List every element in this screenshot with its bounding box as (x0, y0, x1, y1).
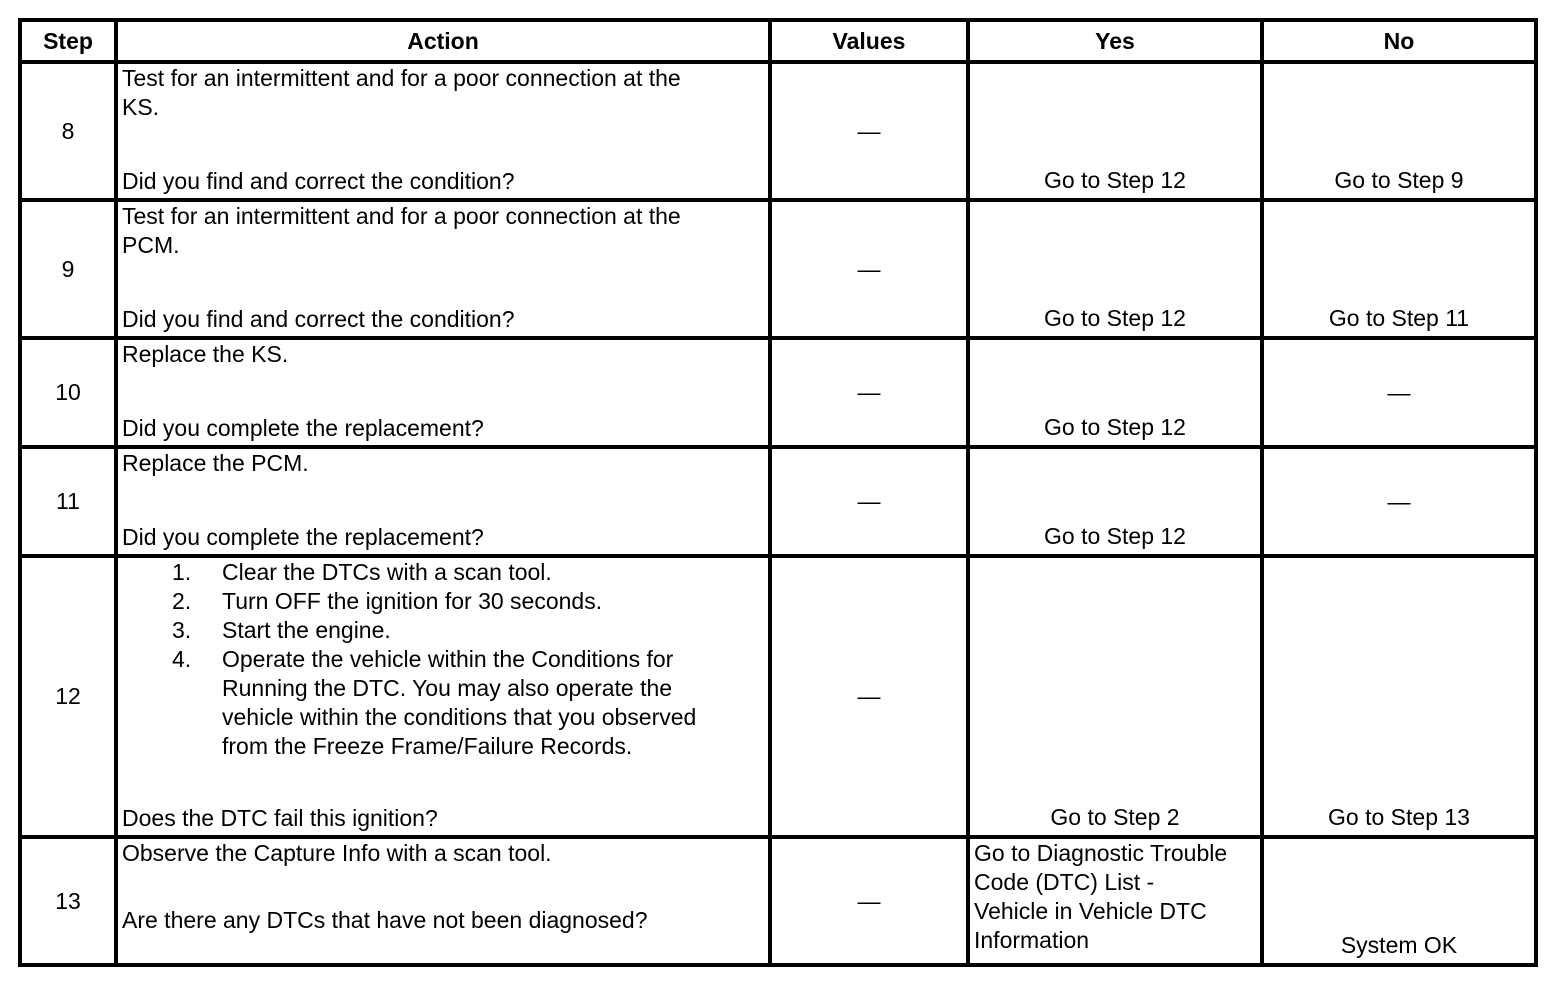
action-text: Observe the Capture Info with a scan tool. (122, 840, 552, 866)
values-dash: — (857, 887, 881, 914)
step-number: 13 (20, 837, 116, 965)
step-number: 10 (20, 338, 116, 447)
values-dash: — (857, 683, 881, 709)
action-text: Replace the PCM. (122, 450, 309, 476)
table-row (20, 62, 1536, 200)
values-cell (770, 837, 968, 965)
yes-cell (968, 338, 1262, 447)
list-text: from the Freeze Frame/Failure Records. (222, 733, 633, 759)
no-cell (1262, 62, 1536, 200)
yes-cell (968, 556, 1262, 837)
list-item (122, 645, 762, 761)
step-number: 8 (20, 62, 116, 200)
header-action: Action (116, 20, 770, 62)
action-question: Did you find and correct the condition? (122, 168, 515, 194)
no-link[interactable]: Go to Step 11 (1328, 305, 1470, 331)
yes-link[interactable] (970, 839, 1260, 955)
step-number: 12 (20, 556, 116, 837)
list-text: vehicle within the conditions that you observed (222, 704, 697, 730)
values-dash: — (857, 488, 881, 514)
no-result: System OK (1340, 932, 1458, 958)
step-number: 11 (20, 447, 116, 556)
table-row (20, 338, 1536, 447)
values-dash: — (857, 117, 881, 144)
table-row (20, 200, 1536, 338)
action-question: Does the DTC fail this ignition? (122, 805, 438, 831)
diagnostic-table (18, 18, 1538, 967)
no-dash: — (1387, 379, 1411, 405)
yes-link-text: Go to Diagnostic Trouble (974, 840, 1228, 866)
header-yes: Yes (968, 20, 1262, 62)
yes-cell (968, 447, 1262, 556)
action-text: PCM. (122, 232, 180, 258)
table-row (20, 447, 1536, 556)
no-link[interactable]: Go to Step 9 (1334, 167, 1464, 193)
values-cell (770, 200, 968, 338)
step-number: 9 (20, 200, 116, 338)
action-cell (116, 200, 770, 338)
action-text: Replace the KS. (122, 341, 289, 367)
no-dash: — (1387, 488, 1411, 514)
yes-link[interactable]: Go to Step 12 (1044, 305, 1186, 331)
yes-link[interactable]: Go to Step 12 (1044, 523, 1186, 549)
list-number: 2. (172, 588, 192, 614)
action-cell (116, 556, 770, 837)
list-number: 3. (172, 617, 192, 643)
action-text: KS. (122, 94, 160, 120)
header-no: No (1262, 20, 1536, 62)
list-number: 4. (172, 646, 192, 672)
list-number: 1. (172, 559, 192, 585)
yes-link[interactable]: Go to Step 12 (1044, 167, 1186, 193)
no-cell (1262, 338, 1536, 447)
action-cell (116, 447, 770, 556)
yes-link-text: Code (DTC) List - (974, 869, 1155, 895)
list-text: Running the DTC. You may also operate the (222, 675, 673, 701)
header-step: Step (20, 20, 116, 62)
no-cell (1262, 447, 1536, 556)
yes-link[interactable]: Go to Step 2 (1050, 804, 1180, 830)
list-item (122, 558, 762, 587)
yes-cell (968, 200, 1262, 338)
action-question: Did you complete the replacement? (122, 415, 484, 441)
yes-cell (968, 62, 1262, 200)
header-row (20, 20, 1536, 62)
action-question: Did you find and correct the condition? (122, 306, 515, 332)
no-cell (1262, 556, 1536, 837)
yes-cell (968, 837, 1262, 965)
no-cell (1262, 837, 1536, 965)
table-row (20, 556, 1536, 837)
action-cell (116, 338, 770, 447)
values-dash: — (857, 255, 881, 282)
yes-link-text: Information (974, 927, 1090, 953)
no-cell (1262, 200, 1536, 338)
values-cell (770, 556, 968, 837)
yes-link-text: Vehicle in Vehicle DTC (974, 898, 1207, 924)
no-link[interactable]: Go to Step 13 (1328, 804, 1470, 830)
values-cell (770, 62, 968, 200)
list-text: Turn OFF the ignition for 30 seconds. (222, 588, 603, 614)
list-text: Start the engine. (222, 617, 391, 643)
list-item (122, 587, 762, 616)
header-values: Values (770, 20, 968, 62)
list-text: Clear the DTCs with a scan tool. (222, 559, 552, 585)
action-question: Are there any DTCs that have not been diagnosed? (122, 907, 648, 933)
action-text: Test for an intermittent and for a poor connection at the (122, 65, 681, 91)
procedure-list (122, 558, 762, 761)
values-dash: — (857, 379, 881, 405)
action-cell (116, 837, 770, 965)
action-text: Test for an intermittent and for a poor connection at the (122, 203, 681, 229)
values-cell (770, 447, 968, 556)
table-row (20, 837, 1536, 965)
list-item (122, 616, 762, 645)
action-cell (116, 62, 770, 200)
action-question: Did you complete the replacement? (122, 524, 484, 550)
list-text: Operate the vehicle within the Conditions for (222, 646, 674, 672)
yes-link[interactable]: Go to Step 12 (1044, 414, 1186, 440)
values-cell (770, 338, 968, 447)
